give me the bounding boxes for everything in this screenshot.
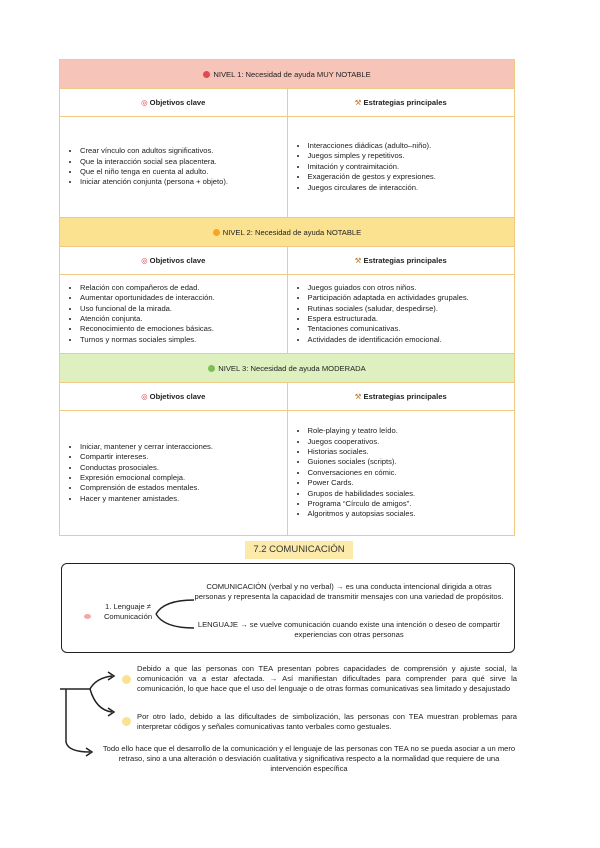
estrategias-label: Estrategias principales <box>363 256 447 265</box>
tools-icon: ⚒ <box>354 256 362 265</box>
list-item: • Juegos simples y repetitivos. <box>308 151 509 161</box>
list-item: • Iniciar, mantener y cerrar interacciones. <box>80 442 281 452</box>
list-item: • Relación con compañeros de edad. <box>80 283 281 293</box>
list-item: • Juegos cooperativos. <box>308 437 509 447</box>
list-item: • Reconocimiento de emociones básicas. <box>80 324 281 334</box>
box-left-text: 1. Lenguaje ≠ Comunicación <box>103 602 153 621</box>
list-item: • Espera estructurada. <box>308 314 509 324</box>
list-item: • Iniciar atención conjunta (persona + objeto). <box>80 177 281 187</box>
list-item: • Power Cards. <box>308 478 509 488</box>
list-item: • Grupos de habilidades sociales. <box>308 489 509 499</box>
list-item: • Conversaciones en cómic. <box>308 468 509 478</box>
tools-icon: ⚒ <box>354 392 362 401</box>
target-icon: ◎ <box>141 98 148 107</box>
list-item: • Programa “Círculo de amigos”. <box>308 499 509 509</box>
list-item: • Interacciones diádicas (adulto–niño). <box>308 141 509 151</box>
list-item: • Compartir intereses. <box>80 452 281 462</box>
level-3-title: NIVEL 3: Necesidad de ayuda MODERADA <box>218 363 366 373</box>
list-item: • Exageración de gestos y expresiones. <box>308 172 509 182</box>
list-item: • Tentaciones comunicativas. <box>308 324 509 334</box>
list-item: • Que la interacción social sea placentera. <box>80 157 281 167</box>
list-item: • Uso funcional de la mirada. <box>80 304 281 314</box>
list-item: • Aumentar oportunidades de interacción. <box>80 293 281 303</box>
list-item: • Guiones sociales (scripts). <box>308 457 509 467</box>
level-2-title: NIVEL 2: Necesidad de ayuda NOTABLE <box>222 227 362 237</box>
objetivos-label: Objetivos clave <box>149 392 206 401</box>
lenguaje-definition: LENGUAJE → se vuelve comunicación cuando existe una intención o deseo de compartir experiencias con otras personas <box>197 620 501 639</box>
target-icon: ◎ <box>141 256 148 265</box>
comunicacion-definition: COMUNICACIÓN (verbal y no verbal) → es una conducta intencional dirigida a otras personas y representa la capacidad de transmitir mensajes con una variedad de propósitos. <box>194 582 504 601</box>
list-item: • Actividades de identificación emocional. <box>308 335 509 345</box>
list-item: • Historias sociales. <box>308 447 509 457</box>
list-item: • Expresión emocional compleja. <box>80 473 281 483</box>
section-title: 7.2 COMUNICACIÓN <box>245 541 353 559</box>
paragraph-1: Debido a que las personas con TEA presentan pobres capacidades de comprensión y ajuste social, la comunicación va a estar afectada. → Así manifiestan dificultades para comprender para qué sirve la comunicación, lo que hace que el uso del lenguaje o de otras formas comunicativas sea limitado y desajustado <box>137 664 517 693</box>
list-item: • Imitación y contraimitación. <box>308 162 509 172</box>
list-item: • Juegos guiados con otros niños. <box>308 283 509 293</box>
objetivos-label: Objetivos clave <box>149 256 206 265</box>
list-item: • Turnos y normas sociales simples. <box>80 335 281 345</box>
list-item: • Role-playing y teatro leído. <box>308 426 509 436</box>
estrategias-label: Estrategias principales <box>363 98 447 107</box>
paragraph-2: Por otro lado, debido a las dificultades de simbolización, las personas con TEA muestran problemas para interpretar códigos y señales comunicativas tanto verbales como gestuales. <box>137 712 517 731</box>
list-item: • Rutinas sociales (saludar, despedirse). <box>308 304 509 314</box>
list-item: • Que el niño tenga en cuenta al adulto. <box>80 167 281 177</box>
estrategias-label: Estrategias principales <box>363 392 447 401</box>
list-item: • Algoritmos y autopsias sociales. <box>308 509 509 519</box>
objetivos-label: Objetivos clave <box>149 98 206 107</box>
target-icon: ◎ <box>141 392 148 401</box>
tools-icon: ⚒ <box>354 98 362 107</box>
list-item: • Juegos circulares de interacción. <box>308 183 509 193</box>
yellow-dot-icon <box>122 675 131 684</box>
list-item: • Participación adaptada en actividades grupales. <box>308 293 509 303</box>
yellow-dot-icon <box>122 717 131 726</box>
list-item: • Conductas prosociales. <box>80 463 281 473</box>
final-paragraph: Todo ello hace que el desarrollo de la comunicación y el lenguaje de las personas con TEA no se pueda asociar a un mero retraso, sino a una alteración o desviación cualitativa y significativa respecto a la normalidad que requiere de una intervención específica <box>102 744 516 773</box>
list-item: • Hacer y mantener amistades. <box>80 494 281 504</box>
list-item: • Crear vínculo con adultos significativos. <box>80 146 281 156</box>
list-item: • Comprensión de estados mentales. <box>80 483 281 493</box>
list-item: • Atención conjunta. <box>80 314 281 324</box>
level-1-title: NIVEL 1: Necesidad de ayuda MUY NOTABLE <box>213 69 371 79</box>
